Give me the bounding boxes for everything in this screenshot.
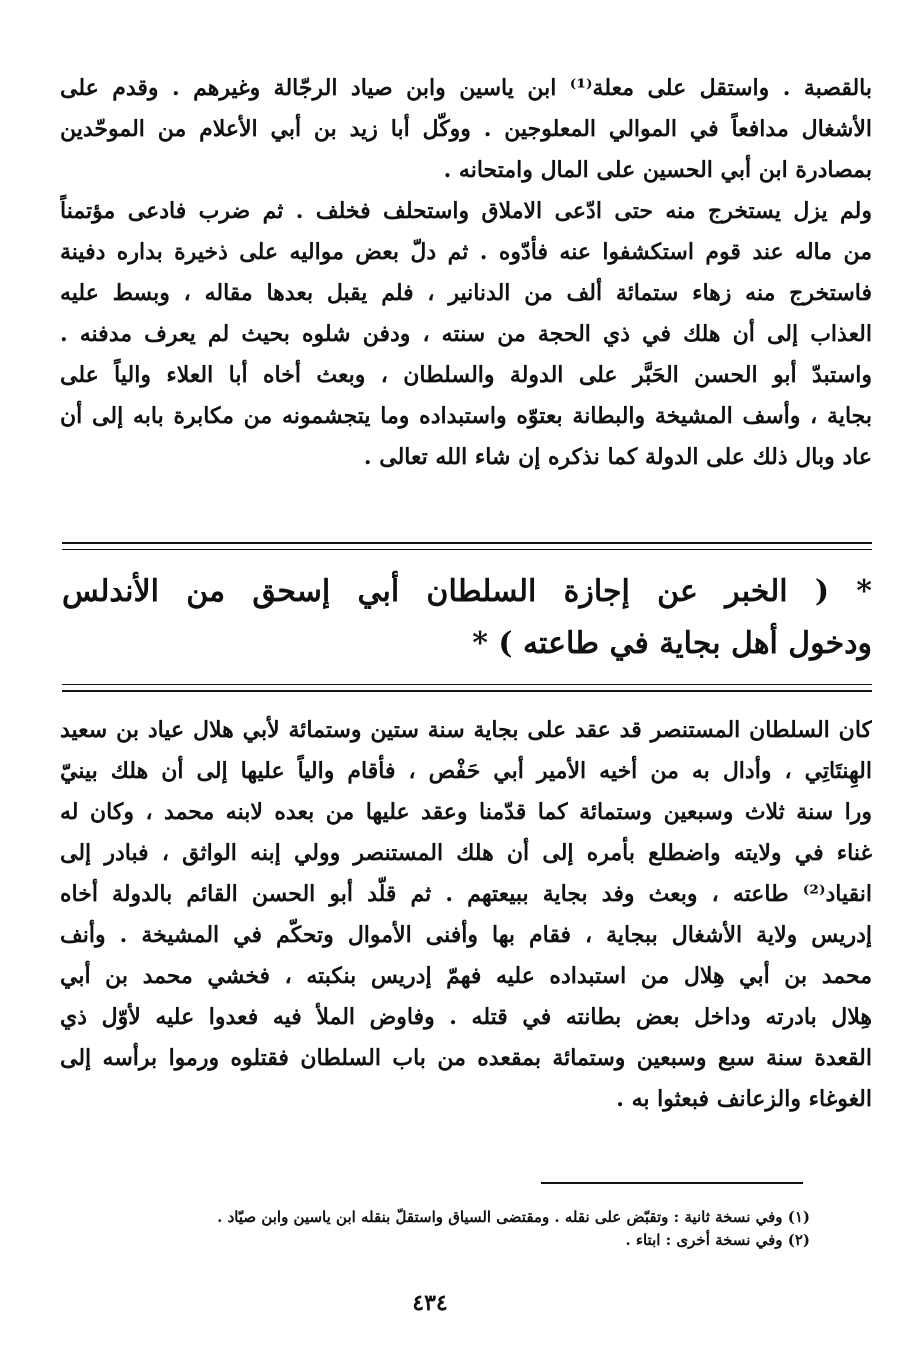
- text-line: انقياد⁽²⁾ طاعته ، وبعث وفد بجاية ببيعتهم . ثم قلّد أبو الحسن القائم بالدولة أخاه: [60, 881, 872, 907]
- bottom-paragraph: [60, 710, 872, 1120]
- footnote-1: (١) وفي نسخة ثانية : وتقبّض على نقله . ومقتضى السياق واستقلّ بنقله ابن ياسين وابن صيّاد .: [217, 1208, 810, 1226]
- heading-line-2: ودخول أهل بجاية في طاعته ) *: [472, 626, 872, 661]
- text-line: ورا سنة ثلاث وسبعين وستمائة كما قدّمنا وعقد عليها من بعده لابنه محمد ، وكان له: [60, 799, 872, 825]
- footnotes: [120, 1206, 810, 1252]
- footnote-separator: [541, 1182, 803, 1184]
- text-line: كان السلطان المستنصر قد عقد على بجاية سنة ستين وستمائة لأبي هلال عياد بن سعيد: [60, 717, 872, 743]
- text-line: من ماله عند قوم استكشفوا عنه فأدّوه . ثم دلّ بعض مواليه على ذخيرة بداره دفينة: [60, 239, 872, 265]
- text-line: بجاية ، وأسف المشيخة والبطانة بعتوّه واستبداده وما يتجشمونه من مكابرة بابه إلى أن: [60, 403, 872, 429]
- text-line: محمد بن أبي هِلال من استبداده عليه فهمّ إدريس بنكبته ، فخشي محمد بن أبي: [60, 963, 872, 989]
- text-line: القعدة سنة سبع وسبعين وستمائة بمقعده من باب السلطان فقتلوه ورموا برأسه إلى: [60, 1045, 872, 1071]
- heading-rule-top-thin: [62, 549, 872, 550]
- heading-rule-bottom: [62, 690, 872, 692]
- text-line: فاستخرج منه زهاء ستمائة ألف من الدنانير ، فلم يقبل بعدها مقاله ، وبسط عليه: [60, 280, 872, 306]
- footnote-2: (٢) وفي نسخة أخرى : ابتاء .: [625, 1231, 810, 1249]
- text-line: غناء في ولايته واضطلع بأمره إلى أن هلك المستنصر وولي إبنه الواثق ، فبادر إلى: [60, 840, 872, 866]
- text-line: واستبدّ أبو الحسن الحَبَّر على الدولة والسلطان ، وبعث أخاه أبا العلاء والياً على: [60, 362, 872, 388]
- text-line: الأشغال مدافعاً في الموالي المعلوجين . ووكّل أبا زيد بن أبي الأعلام من الموحّدين: [60, 116, 872, 142]
- page-number: ٤٣٤: [412, 1290, 448, 1316]
- text-line: الهِنتَاتِي ، وأدال به من أخيه الأمير أبي حَفْص ، فأقام والياً عليها إلى أن هلك بينيّ: [60, 758, 872, 784]
- text-line: هِلال بادرته وداخل بعض بطانته في قتله . وفاوض الملأ فيه فعدوا عليه لأوّل ذي: [60, 1004, 872, 1030]
- heading-rule-top: [62, 542, 872, 544]
- text-line: إدريس ولاية الأشغال ببجاية ، فقام بها وأفنى الأموال وتحكّم في المشيخة . وأنف: [60, 922, 872, 948]
- heading-rule-bottom-thin: [62, 684, 872, 685]
- top-paragraph: [60, 68, 872, 478]
- text-line: بالقصبة . واستقل على معلة⁽¹⁾ ابن ياسين وابن صياد الرجّالة وغيرهم . وقدم على: [60, 75, 872, 101]
- text-line: عاد وبال ذلك على الدولة كما نذكره إن شاء الله تعالى .: [363, 444, 872, 470]
- text-line: بمصادرة ابن أبي الحسين على المال وامتحانه .: [443, 157, 872, 183]
- text-line: الغوغاء والزعانف فبعثوا به .: [616, 1086, 872, 1112]
- text-line: ولم يزل يستخرج منه حتى ادّعى الاملاق واستحلف فخلف . ثم ضرب فادعى مؤتمناً: [60, 198, 872, 224]
- section-heading: [62, 566, 872, 670]
- text-line: العذاب إلى أن هلك في ذي الحجة من سنته ، ودفن شلوه بحيث لم يعرف مدفنه .: [60, 321, 872, 347]
- heading-line-1: * ( الخبر عن إجازة السلطان أبي إسحق من الأندلس: [62, 574, 872, 609]
